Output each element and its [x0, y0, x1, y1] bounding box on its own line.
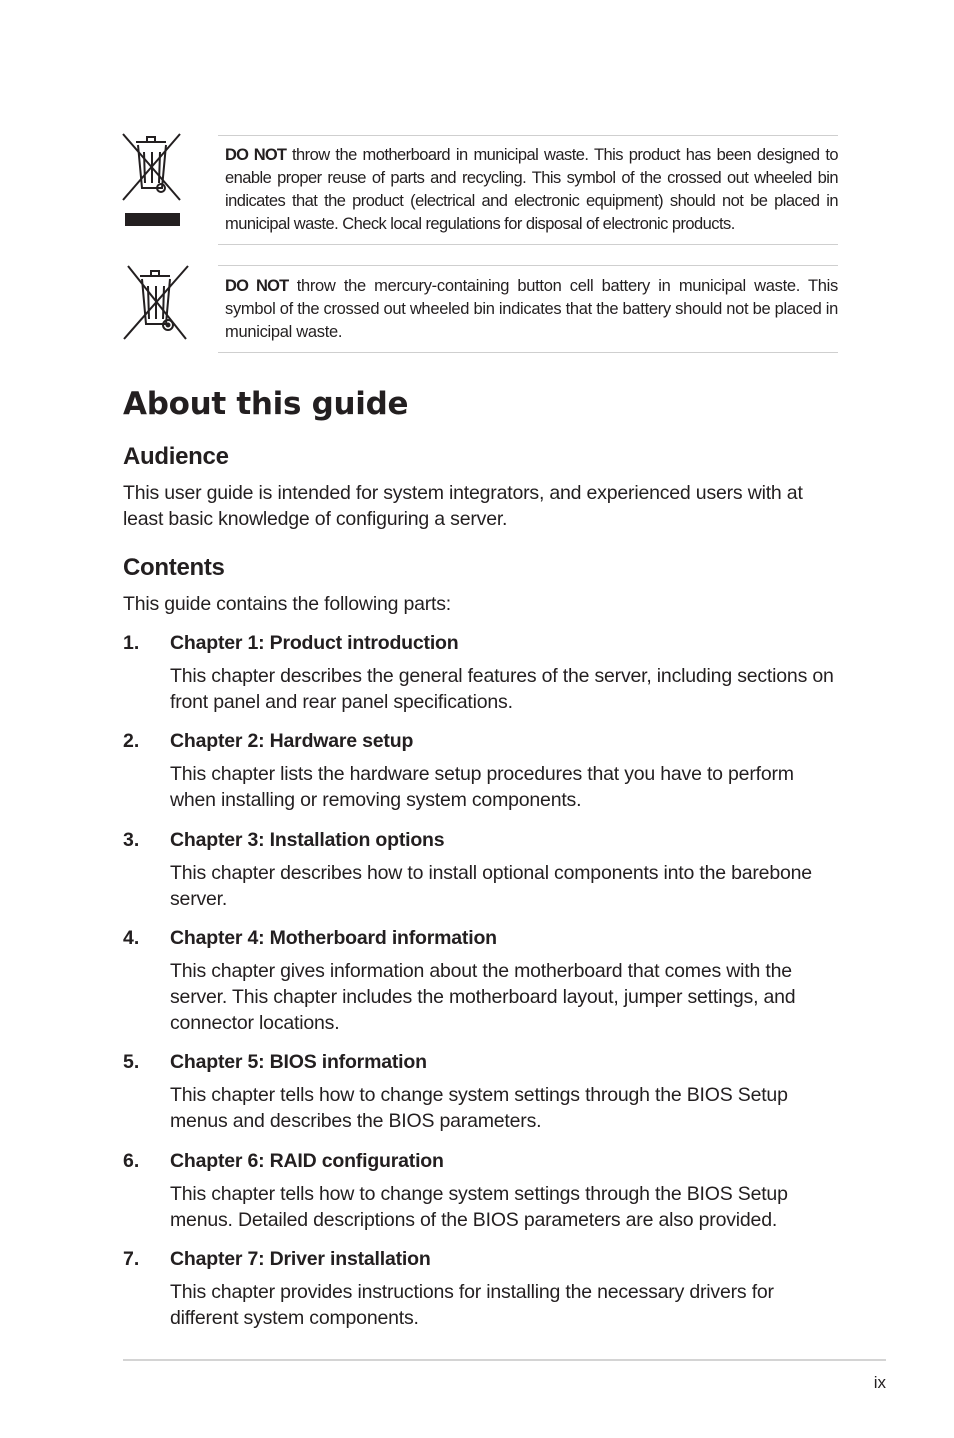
page-title: About this guide	[123, 386, 409, 422]
chapter-number: 5.	[123, 1051, 140, 1073]
page-number: ix	[873, 1373, 886, 1392]
chapter-number: 6.	[123, 1150, 140, 1172]
audience-heading: Audience	[123, 443, 229, 470]
chapter-number: 3.	[123, 829, 140, 851]
contents-intro: This guide contains the following parts:	[123, 593, 452, 615]
chapter-number: 4.	[123, 927, 140, 949]
chapter-title: Chapter 7: Driver installation	[170, 1248, 431, 1270]
chapter-title: Chapter 1: Product introduction	[170, 632, 459, 654]
crossed-wheeled-bin-icon	[118, 128, 184, 230]
chapter-description: This chapter tells how to change system settings through the BIOS Setup menus. Detailed descriptions of the BIOS parameters are also provided.	[170, 1183, 788, 1231]
chapter-title: Chapter 6: RAID configuration	[170, 1150, 444, 1172]
chapter-title: Chapter 2: Hardware setup	[170, 730, 414, 752]
chapter-number: 1.	[123, 632, 140, 654]
chapter-description: This chapter provides instructions for installing the necessary drivers for different system components.	[170, 1281, 774, 1329]
weee-notice-battery	[118, 262, 838, 354]
audience-text: This user guide is intended for system integrators, and experienced users with at least basic knowledge of configuring a server.	[123, 482, 803, 530]
chapter-description: This chapter describes the general features of the server, including sections on front panel and rear panel specifications.	[170, 665, 834, 713]
footer-divider	[123, 1359, 886, 1361]
weee-notice-motherboard	[118, 128, 838, 246]
contents-heading: Contents	[123, 554, 225, 581]
chapter-description: This chapter tells how to change system settings through the BIOS Setup menus and describes the BIOS parameters.	[170, 1084, 788, 1132]
chapter-title: Chapter 3: Installation options	[170, 829, 445, 851]
chapter-title: Chapter 4: Motherboard information	[170, 927, 497, 949]
notice-text: DO NOT throw the motherboard in municipal waste. This product has been designed to enable proper reuse of parts and recycling. This symbol of the crossed out wheeled bin indicates that the product (electrical and electronic equipment) should not be placed in municipal waste. Check local regulations for disposal of electronic products.	[225, 146, 838, 233]
chapter-description: This chapter describes how to install optional components into the barebone server.	[170, 862, 812, 910]
chapter-number: 7.	[123, 1248, 140, 1270]
chapter-description: This chapter lists the hardware setup procedures that you have to perform when installing or removing system components.	[170, 763, 794, 811]
crossed-wheeled-bin-icon	[118, 262, 190, 342]
chapter-title: Chapter 5: BIOS information	[170, 1051, 427, 1073]
notice-text: DO NOT throw the mercury-containing button cell battery in municipal waste. This symbol of the crossed out wheeled bin indicates that the battery should not be placed in municipal waste.	[225, 277, 838, 341]
chapter-number: 2.	[123, 730, 140, 752]
chapter-description: This chapter gives information about the motherboard that comes with the server. This chapter includes the motherboard layout, jumper settings, and connector locations.	[170, 960, 796, 1034]
